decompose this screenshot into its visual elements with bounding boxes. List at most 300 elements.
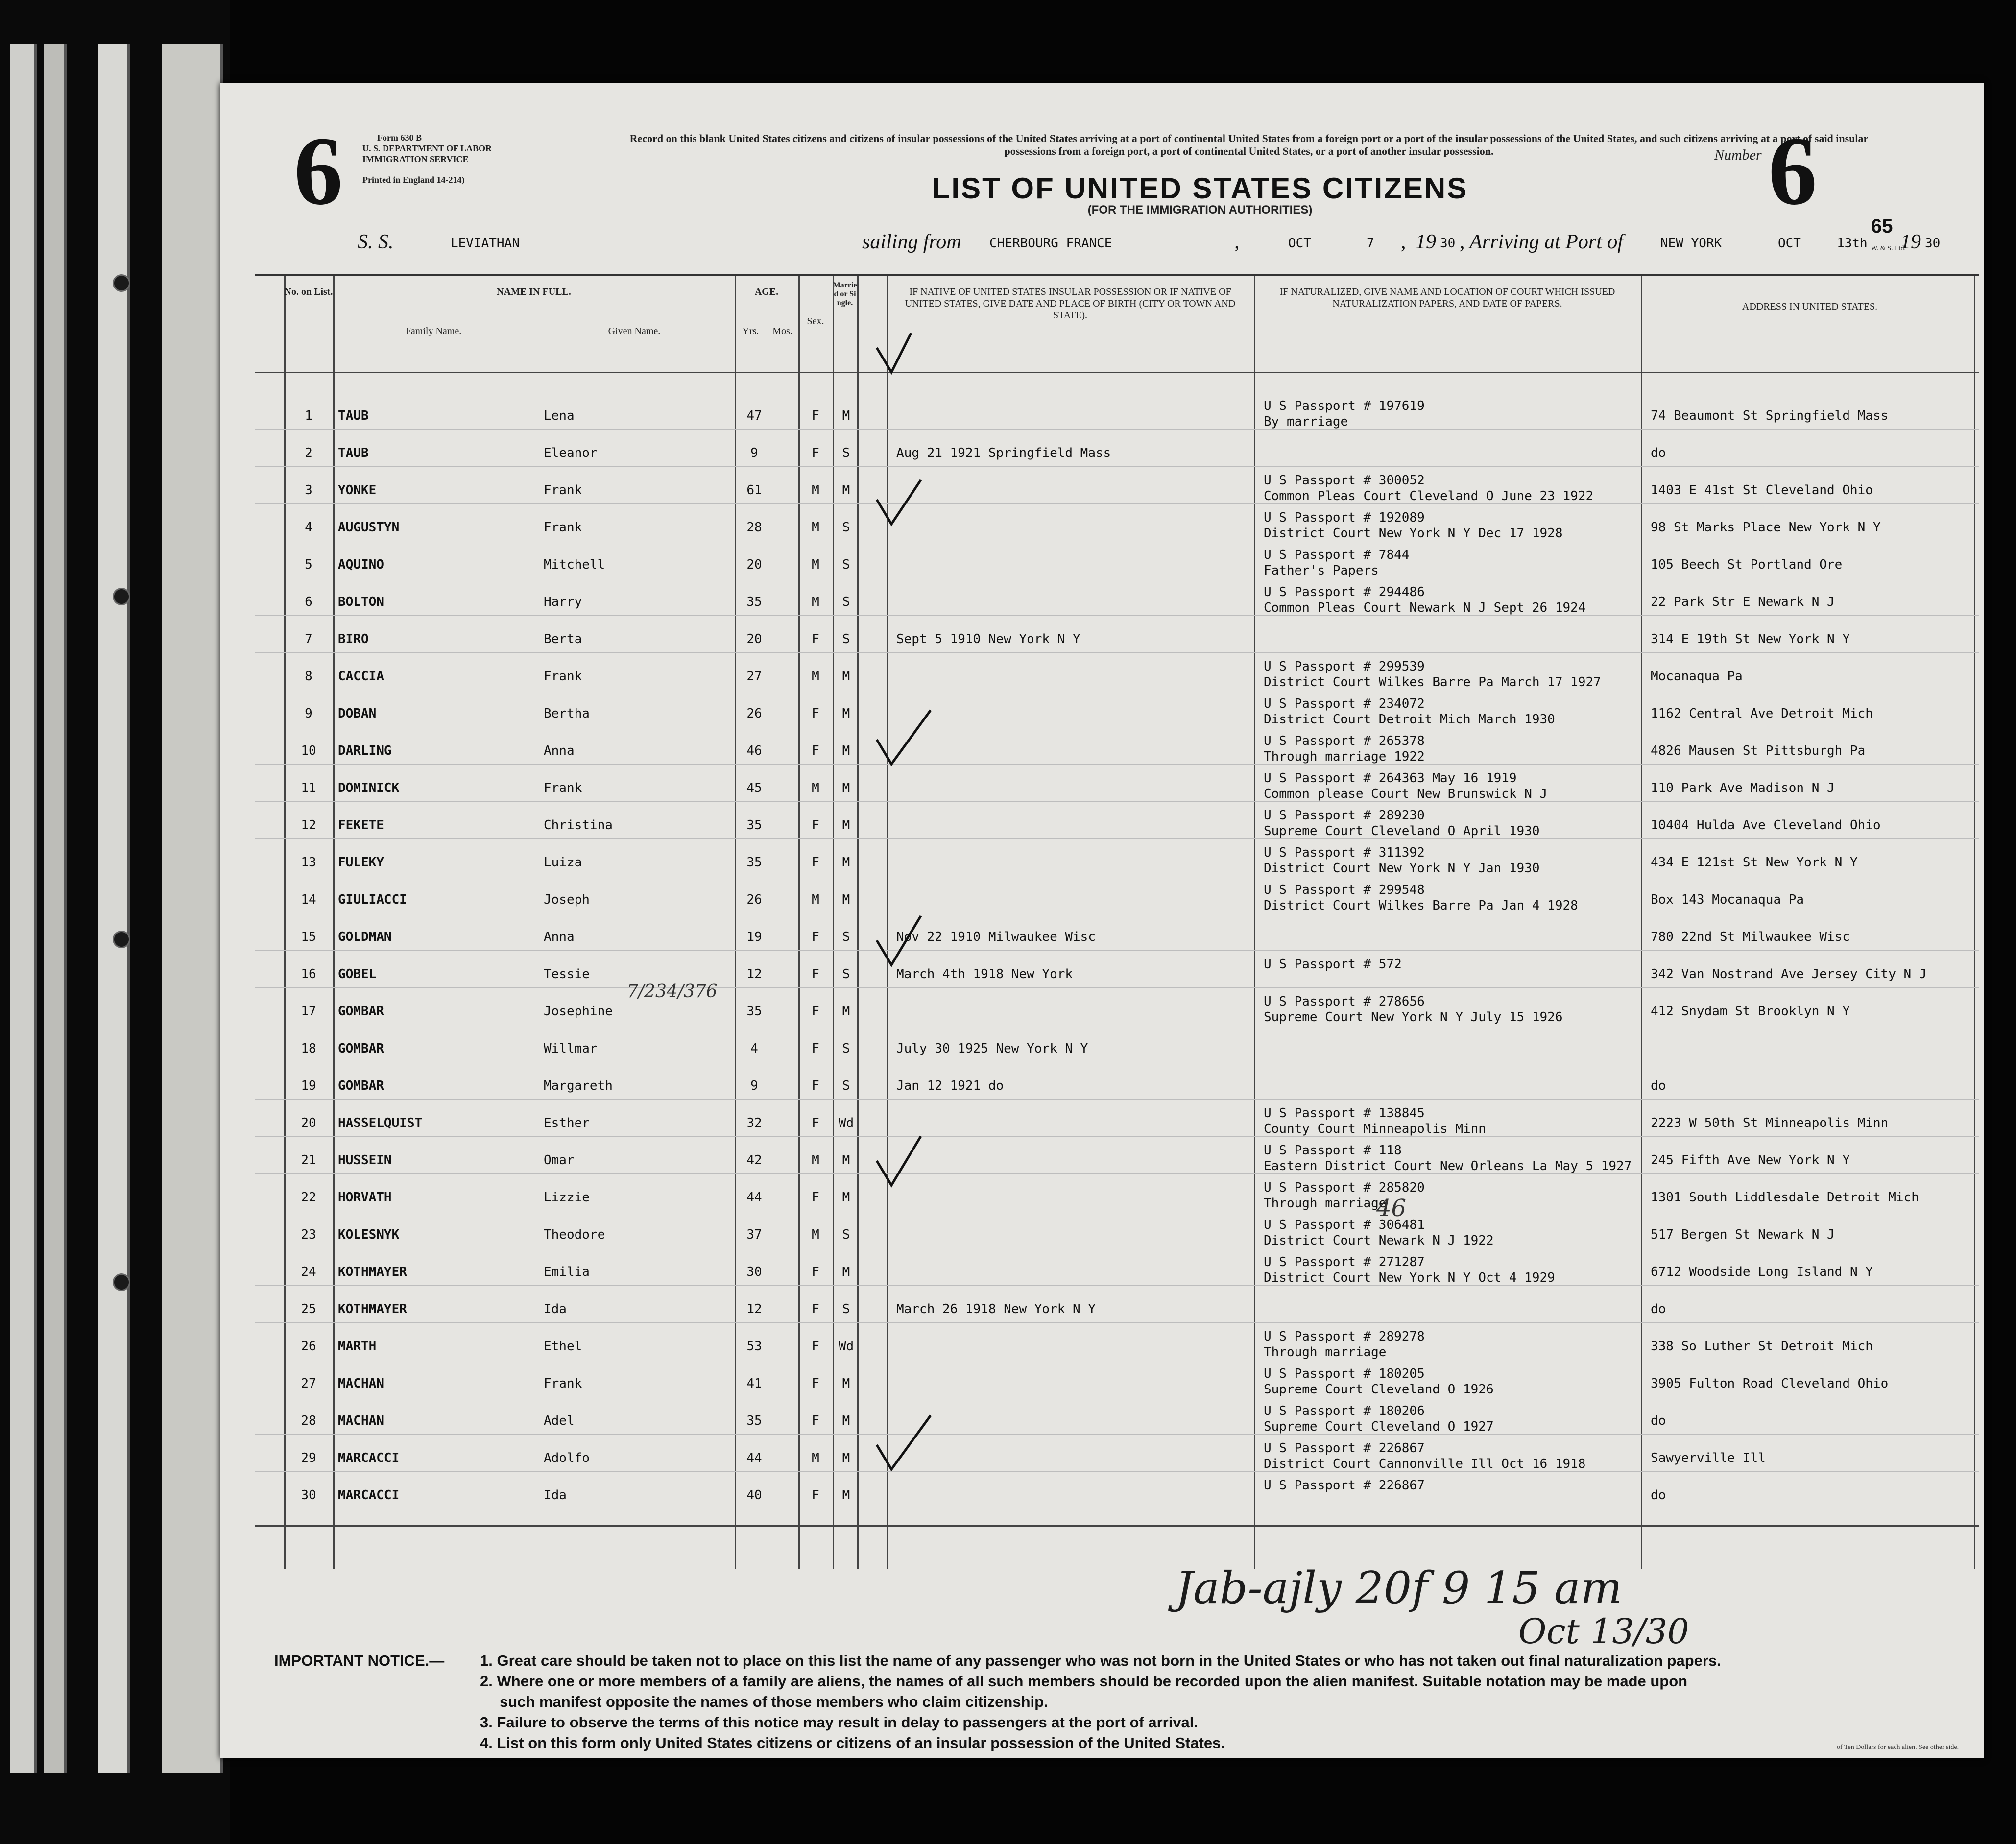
given-name: Luiza <box>544 855 582 870</box>
form-instructions: Record on this blank United States citizens and citizens of insular possessions of the United States arriving at a port of continental United States from a foreign port or a port of the insular possessions of the United States, and such citizens arriving at a port of said insular possessions from a foreign port, a port of continental United States, or a port of another insular possession. <box>629 132 1869 157</box>
ship-name: LEVIATHAN <box>451 236 520 251</box>
address: 4826 Mausen St Pittsburgh Pa <box>1651 743 1866 758</box>
row-number: 13 <box>301 855 316 870</box>
naturalization-court: Supreme Court Cleveland O 1926 <box>1264 1382 1494 1397</box>
sex: M <box>812 595 819 609</box>
address: 780 22nd St Milwaukee Wisc <box>1651 930 1850 944</box>
marital-status: S <box>842 1078 850 1093</box>
arrival-year: 30 <box>1925 236 1941 251</box>
given-name: Tessie <box>544 967 590 982</box>
naturalization-court: District Court New York N Y Jan 1930 <box>1264 861 1540 876</box>
address: 434 E 121st St New York N Y <box>1651 855 1858 870</box>
marital-status: Wd <box>838 1116 854 1130</box>
family-name: MARCACCI <box>338 1451 400 1465</box>
passport-number: U S Passport # 572 <box>1264 957 1402 972</box>
binder-strip <box>44 44 67 1773</box>
address: 3905 Fulton Road Cleveland Ohio <box>1651 1376 1889 1391</box>
marital-status: M <box>842 855 850 870</box>
passport-number: U S Passport # 7844 <box>1264 548 1410 562</box>
address: 2223 W 50th St Minneapolis Minn <box>1651 1116 1889 1130</box>
family-name: GOBEL <box>338 967 377 982</box>
given-name: Joseph <box>544 892 590 907</box>
marital-status: M <box>842 1265 850 1279</box>
passport-number: U S Passport # 118 <box>1264 1143 1402 1158</box>
row-number: 29 <box>301 1451 316 1465</box>
family-name: TAUB <box>338 408 369 423</box>
marital-status: M <box>842 1153 850 1168</box>
birth-info: Jan 12 1921 do <box>896 1078 1004 1093</box>
given-name: Lena <box>544 408 575 423</box>
stamp-number: 65 <box>1871 216 1893 237</box>
marital-status: M <box>842 408 850 423</box>
naturalization-court: District Court Newark N J 1922 <box>1264 1233 1494 1248</box>
ss-label: S. S. <box>358 231 394 253</box>
address: do <box>1651 1488 1666 1503</box>
given-name: Ida <box>544 1302 567 1317</box>
age-years: 41 <box>746 1376 762 1391</box>
row-number: 4 <box>305 520 312 535</box>
given-name: Bertha <box>544 706 590 721</box>
address: Box 143 Mocanaqua Pa <box>1651 892 1804 907</box>
row-number: 14 <box>301 892 316 907</box>
sex: F <box>812 408 819 423</box>
marital-status: S <box>842 557 850 572</box>
stamp-sub: W. & S. Ltd. <box>1871 245 1906 252</box>
margin-note: 7/234/376 <box>627 982 718 1002</box>
naturalization-court: Through marriage <box>1264 1345 1387 1360</box>
col-family: Family Name. <box>405 326 462 336</box>
col-naturalized: IF NATURALIZED, GIVE NAME AND LOCATION OF COURT WHICH ISSUED NATURALIZATION PAPERS, AND DATE OF PAPERS. <box>1279 287 1615 309</box>
row-number: 23 <box>301 1227 316 1242</box>
arriving-label: , Arriving at Port of <box>1460 231 1624 253</box>
col-mos: Mos. <box>772 326 792 336</box>
marital-status: S <box>842 632 850 647</box>
arrival-day: 13th <box>1837 236 1868 251</box>
age-years: 40 <box>746 1488 762 1503</box>
naturalization-court: County Court Minneapolis Minn <box>1264 1122 1486 1136</box>
row-number: 26 <box>301 1339 316 1354</box>
passport-number: U S Passport # 294486 <box>1264 585 1425 599</box>
row-number: 9 <box>305 706 312 721</box>
naturalization-court: District Court Wilkes Barre Pa March 17 1927 <box>1264 675 1601 690</box>
naturalization-court: Supreme Court Cleveland O April 1930 <box>1264 824 1540 838</box>
sex: F <box>812 1041 819 1056</box>
service: IMMIGRATION SERVICE <box>362 154 469 164</box>
sex: F <box>812 1190 819 1205</box>
birth-info: Aug 21 1921 Springfield Mass <box>896 446 1111 460</box>
sex: F <box>812 1339 819 1354</box>
passport-number: U S Passport # 299548 <box>1264 883 1425 897</box>
age-years: 12 <box>746 1302 762 1317</box>
marital-status: M <box>842 1413 850 1428</box>
punch-hole <box>113 274 130 292</box>
checkmark <box>877 333 911 372</box>
address: 245 Fifth Ave New York N Y <box>1651 1153 1850 1168</box>
passport-number: U S Passport # 138845 <box>1264 1106 1425 1121</box>
family-name: HASSELQUIST <box>338 1116 423 1130</box>
address: 10404 Hulda Ave Cleveland Ohio <box>1651 818 1881 833</box>
family-name: KOLESNYK <box>338 1227 400 1242</box>
family-name: GOMBAR <box>338 1041 384 1056</box>
checkmark <box>877 480 921 524</box>
given-name: Ida <box>544 1488 567 1503</box>
family-name: GOMBAR <box>338 1078 384 1093</box>
birth-info: March 4th 1918 New York <box>896 967 1073 982</box>
department: U. S. DEPARTMENT OF LABOR <box>362 144 492 153</box>
family-name: DARLING <box>338 743 392 758</box>
departure-day: 7 <box>1367 236 1374 251</box>
handwritten-count: 46 <box>1376 1195 1407 1222</box>
col-native: IF NATIVE OF UNITED STATES INSULAR POSSESSION OR IF NATIVE OF UNITED STATES, GIVE DATE AND PLACE OF BIRTH (CITY OR TOWN AND STATE). <box>905 287 1236 321</box>
marital-status: M <box>842 706 850 721</box>
checkmark <box>877 1415 931 1469</box>
birth-info: March 26 1918 New York N Y <box>896 1302 1096 1317</box>
family-name: HORVATH <box>338 1190 392 1205</box>
family-name: GOMBAR <box>338 1004 384 1019</box>
departure-port: CHERBOURG FRANCE <box>989 236 1112 251</box>
binder-strip <box>10 44 37 1773</box>
naturalization-court: District Court New York N Y Dec 17 1928 <box>1264 526 1563 541</box>
naturalization-court: Common please Court New Brunswick N J <box>1264 787 1548 801</box>
row-number: 17 <box>301 1004 316 1019</box>
sex: F <box>812 818 819 833</box>
year-prefix: 19 <box>1416 231 1436 253</box>
given-name: Mitchell <box>544 557 605 572</box>
passport-number: U S Passport # 180206 <box>1264 1404 1425 1418</box>
notice-item: 4. List on this form only United States citizens or citizens of an insular possession of the United States. <box>480 1734 1225 1751</box>
marital-status: M <box>842 1488 850 1503</box>
form-info <box>362 132 492 185</box>
address: do <box>1651 1302 1666 1317</box>
sex: F <box>812 446 819 460</box>
page-title: LIST OF UNITED STATES CITIZENS <box>932 172 1468 205</box>
row-number: 22 <box>301 1190 316 1205</box>
birth-info: Nov 22 1910 Milwaukee Wisc <box>896 930 1096 944</box>
given-name: Frank <box>544 520 582 535</box>
family-name: KOTHMAYER <box>338 1265 407 1279</box>
address: 1301 South Liddlesdale Detroit Mich <box>1651 1190 1919 1205</box>
family-name: AQUINO <box>338 557 384 572</box>
arrival-port: NEW YORK <box>1660 236 1722 251</box>
address: do <box>1651 446 1666 460</box>
sex: F <box>812 1116 819 1130</box>
col-sex: Sex. <box>807 316 824 327</box>
departure-month: OCT <box>1288 236 1311 251</box>
passport-number: U S Passport # 271287 <box>1264 1255 1425 1269</box>
naturalization-court: Supreme Court New York N Y July 15 1926 <box>1264 1010 1563 1025</box>
given-name: Frank <box>544 781 582 795</box>
footer-fragment: of Ten Dollars for each alien. See other side. <box>1837 1744 1959 1751</box>
departure-year: 30 <box>1440 236 1456 251</box>
row-number: 1 <box>305 408 312 423</box>
passport-number: U S Passport # 289230 <box>1264 808 1425 823</box>
sex: M <box>812 669 819 684</box>
row-number: 5 <box>305 557 312 572</box>
col-yrs: Yrs. <box>742 326 759 336</box>
row-number: 3 <box>305 483 312 498</box>
given-name: Eleanor <box>544 446 598 460</box>
age-years: 30 <box>746 1265 762 1279</box>
age-years: 47 <box>746 408 762 423</box>
family-name: MARCACCI <box>338 1488 400 1503</box>
row-number: 19 <box>301 1078 316 1093</box>
col-married: Married or Single. <box>833 281 857 307</box>
marital-status: M <box>842 743 850 758</box>
row-number: 8 <box>305 669 312 684</box>
row-number: 2 <box>305 446 312 460</box>
sex: F <box>812 632 819 647</box>
sailing-from-label: sailing from <box>862 231 961 253</box>
row-number: 24 <box>301 1265 316 1279</box>
row-number: 11 <box>301 781 316 795</box>
age-years: 19 <box>746 930 762 944</box>
family-name: FULEKY <box>338 855 384 870</box>
given-name: Josephine <box>544 1004 613 1019</box>
row-number: 30 <box>301 1488 316 1503</box>
age-years: 35 <box>746 818 762 833</box>
passport-number: U S Passport # 226867 <box>1264 1441 1425 1456</box>
birth-info: July 30 1925 New York N Y <box>896 1041 1088 1056</box>
sex: M <box>812 1153 819 1168</box>
marital-status: S <box>842 1302 850 1317</box>
family-name: MACHAN <box>338 1376 384 1391</box>
marital-status: S <box>842 595 850 609</box>
passport-number: U S Passport # 197619 <box>1264 399 1425 413</box>
age-years: 35 <box>746 1413 762 1428</box>
passport-number: U S Passport # 192089 <box>1264 510 1425 525</box>
passport-number: U S Passport # 226867 <box>1264 1478 1425 1493</box>
page-number-right: 6 <box>1768 117 1817 225</box>
age-years: 20 <box>746 632 762 647</box>
passport-number: U S Passport # 180205 <box>1264 1366 1425 1381</box>
address: do <box>1651 1078 1666 1093</box>
age-years: 27 <box>746 669 762 684</box>
address: 1162 Central Ave Detroit Mich <box>1651 706 1873 721</box>
sex: M <box>812 483 819 498</box>
address: 74 Beaumont St Springfield Mass <box>1651 408 1889 423</box>
given-name: Berta <box>544 632 582 647</box>
marital-status: M <box>842 1004 850 1019</box>
sex: F <box>812 1302 819 1317</box>
signature: Jab-ajly 20f 9 15 am <box>1176 1562 1622 1614</box>
given-name: Esther <box>544 1116 590 1130</box>
checkmark <box>877 1136 921 1185</box>
address: 412 Snydam St Brooklyn N Y <box>1651 1004 1850 1019</box>
age-years: 20 <box>746 557 762 572</box>
row-number: 25 <box>301 1302 316 1317</box>
row-number: 16 <box>301 967 316 982</box>
family-name: KOTHMAYER <box>338 1302 407 1317</box>
given-name: Theodore <box>544 1227 605 1242</box>
col-name: NAME IN FULL. <box>497 287 571 297</box>
marital-status: S <box>842 967 850 982</box>
binder-strip <box>98 44 130 1773</box>
age-years: 9 <box>750 446 758 460</box>
passport-number: U S Passport # 264363 May 16 1919 <box>1264 771 1517 786</box>
punch-hole <box>113 1273 130 1291</box>
family-name: DOMINICK <box>338 781 400 795</box>
sex: F <box>812 855 819 870</box>
notice-item: 3. Failure to observe the terms of this notice may result in delay to passengers at the port of arrival. <box>480 1714 1199 1731</box>
given-name: Frank <box>544 669 582 684</box>
marital-status: M <box>842 1190 850 1205</box>
family-name: YONKE <box>338 483 377 498</box>
marital-status: S <box>842 930 850 944</box>
given-name: Anna <box>544 743 575 758</box>
sex: F <box>812 1488 819 1503</box>
passport-number: U S Passport # 285820 <box>1264 1180 1425 1195</box>
sex: F <box>812 1078 819 1093</box>
address: 98 St Marks Place New York N Y <box>1651 520 1881 535</box>
family-name: BIRO <box>338 632 369 647</box>
address: 110 Park Ave Madison N J <box>1651 781 1835 795</box>
address: 342 Van Nostrand Ave Jersey City N J <box>1651 967 1927 982</box>
address: 338 So Luther St Detroit Mich <box>1651 1339 1873 1354</box>
sex: M <box>812 520 819 535</box>
naturalization-court: Supreme Court Cleveland O 1927 <box>1264 1419 1494 1434</box>
sailing-line: S. S. LEVIATHAN sailing from CHERBOURG FRANCE , OCT 7 , 19 30 , Arriving at Port of NEW YORK OCT 13th 19 30 <box>358 231 1941 253</box>
given-name: Lizzie <box>544 1190 590 1205</box>
passport-number: U S Passport # 300052 <box>1264 473 1425 488</box>
given-name: Ethel <box>544 1339 582 1354</box>
address: 517 Bergen St Newark N J <box>1651 1227 1835 1242</box>
given-name: Harry <box>544 595 582 609</box>
age-years: 44 <box>746 1190 762 1205</box>
marital-status: M <box>842 1376 850 1391</box>
address: 22 Park Str E Newark N J <box>1651 595 1835 609</box>
naturalization-court: Father's Papers <box>1264 563 1379 578</box>
given-name: Omar <box>544 1153 575 1168</box>
family-name: HUSSEIN <box>338 1153 392 1168</box>
sex: F <box>812 1376 819 1391</box>
binder-strip <box>162 44 223 1773</box>
marital-status: M <box>842 669 850 684</box>
given-name: Adolfo <box>544 1451 590 1465</box>
family-name: CACCIA <box>338 669 384 684</box>
naturalization-court: Through marriage 1922 <box>1264 749 1425 764</box>
family-name: MARTH <box>338 1339 377 1354</box>
age-years: 61 <box>746 483 762 498</box>
family-name: TAUB <box>338 446 369 460</box>
checkmark <box>877 710 931 764</box>
age-years: 28 <box>746 520 762 535</box>
marital-status: M <box>842 781 850 795</box>
row-number: 28 <box>301 1413 316 1428</box>
row-number: 27 <box>301 1376 316 1391</box>
marital-status: S <box>842 446 850 460</box>
page-number-left: 6 <box>294 117 343 225</box>
row-number: 10 <box>301 743 316 758</box>
address: Sawyerville Ill <box>1651 1451 1766 1465</box>
given-name: Frank <box>544 483 582 498</box>
punch-hole <box>113 931 130 948</box>
age-years: 26 <box>746 892 762 907</box>
age-years: 46 <box>746 743 762 758</box>
given-name: Frank <box>544 1376 582 1391</box>
col-age: AGE. <box>754 287 779 297</box>
age-years: 12 <box>746 967 762 982</box>
marital-status: M <box>842 892 850 907</box>
sex: F <box>812 930 819 944</box>
birth-info: Sept 5 1910 New York N Y <box>896 632 1080 647</box>
row-number: 20 <box>301 1116 316 1130</box>
sex: M <box>812 557 819 572</box>
address: Mocanaqua Pa <box>1651 669 1743 684</box>
family-name: BOLTON <box>338 595 384 609</box>
sex: F <box>812 1413 819 1428</box>
marital-status: S <box>842 1227 850 1242</box>
given-name: Christina <box>544 818 613 833</box>
family-name: MACHAN <box>338 1413 384 1428</box>
sex: F <box>812 1004 819 1019</box>
passport-number: U S Passport # 265378 <box>1264 734 1425 748</box>
marital-status: Wd <box>838 1339 854 1354</box>
marital-status: M <box>842 818 850 833</box>
sex: F <box>812 1265 819 1279</box>
given-name: Anna <box>544 930 575 944</box>
row-number: 7 <box>305 632 312 647</box>
family-name: AUGUSTYN <box>338 520 400 535</box>
age-years: 35 <box>746 1004 762 1019</box>
passport-number: U S Passport # 299539 <box>1264 659 1425 674</box>
address: 105 Beech St Portland Ore <box>1651 557 1843 572</box>
marital-status: S <box>842 1041 850 1056</box>
address: do <box>1651 1413 1666 1428</box>
col-no: No. on List. <box>284 287 333 297</box>
col-given: Given Name. <box>608 326 661 336</box>
notice-item: such manifest opposite the names of those members who claim citizenship. <box>500 1693 1048 1710</box>
passport-number: U S Passport # 289278 <box>1264 1329 1425 1344</box>
naturalization-court: Through marriage <box>1264 1196 1387 1211</box>
address: 6712 Woodside Long Island N Y <box>1651 1265 1873 1279</box>
manifest-page <box>220 83 1984 1758</box>
marital-status: M <box>842 1451 850 1465</box>
checkmark <box>877 916 921 965</box>
arrival-year-prefix: 19 <box>1900 231 1921 253</box>
age-years: 35 <box>746 595 762 609</box>
passport-number: U S Passport # 234072 <box>1264 696 1425 711</box>
sex: M <box>812 1451 819 1465</box>
age-years: 44 <box>746 1451 762 1465</box>
address: 314 E 19th St New York N Y <box>1651 632 1850 647</box>
passport-number: U S Passport # 306481 <box>1264 1218 1425 1232</box>
row-number: 15 <box>301 930 316 944</box>
age-years: 53 <box>746 1339 762 1354</box>
age-years: 26 <box>746 706 762 721</box>
naturalization-court: District Court New York N Y Oct 4 1929 <box>1264 1270 1555 1285</box>
notice-title: IMPORTANT NOTICE.— <box>274 1652 445 1669</box>
sex: M <box>812 781 819 795</box>
marital-status: M <box>842 483 850 498</box>
age-years: 42 <box>746 1153 762 1168</box>
given-name: Willmar <box>544 1041 598 1056</box>
sex: F <box>812 967 819 982</box>
age-years: 45 <box>746 781 762 795</box>
col-address: ADDRESS IN UNITED STATES. <box>1742 301 1878 312</box>
notice-item: 2. Where one or more members of a family are aliens, the names of all such members should be recorded upon the alien manifest. Suitable notation may be made upon <box>480 1673 1688 1690</box>
address: 1403 E 41st St Cleveland Ohio <box>1651 483 1873 498</box>
row-number: 21 <box>301 1153 316 1168</box>
family-name: DOBAN <box>338 706 377 721</box>
naturalization-court: Common Pleas Court Cleveland O June 23 1922 <box>1264 489 1594 503</box>
marital-status: S <box>842 520 850 535</box>
passport-number: U S Passport # 278656 <box>1264 994 1425 1009</box>
age-years: 35 <box>746 855 762 870</box>
arrival-month: OCT <box>1778 236 1801 251</box>
sex: M <box>812 892 819 907</box>
age-years: 37 <box>746 1227 762 1242</box>
sex: F <box>812 706 819 721</box>
